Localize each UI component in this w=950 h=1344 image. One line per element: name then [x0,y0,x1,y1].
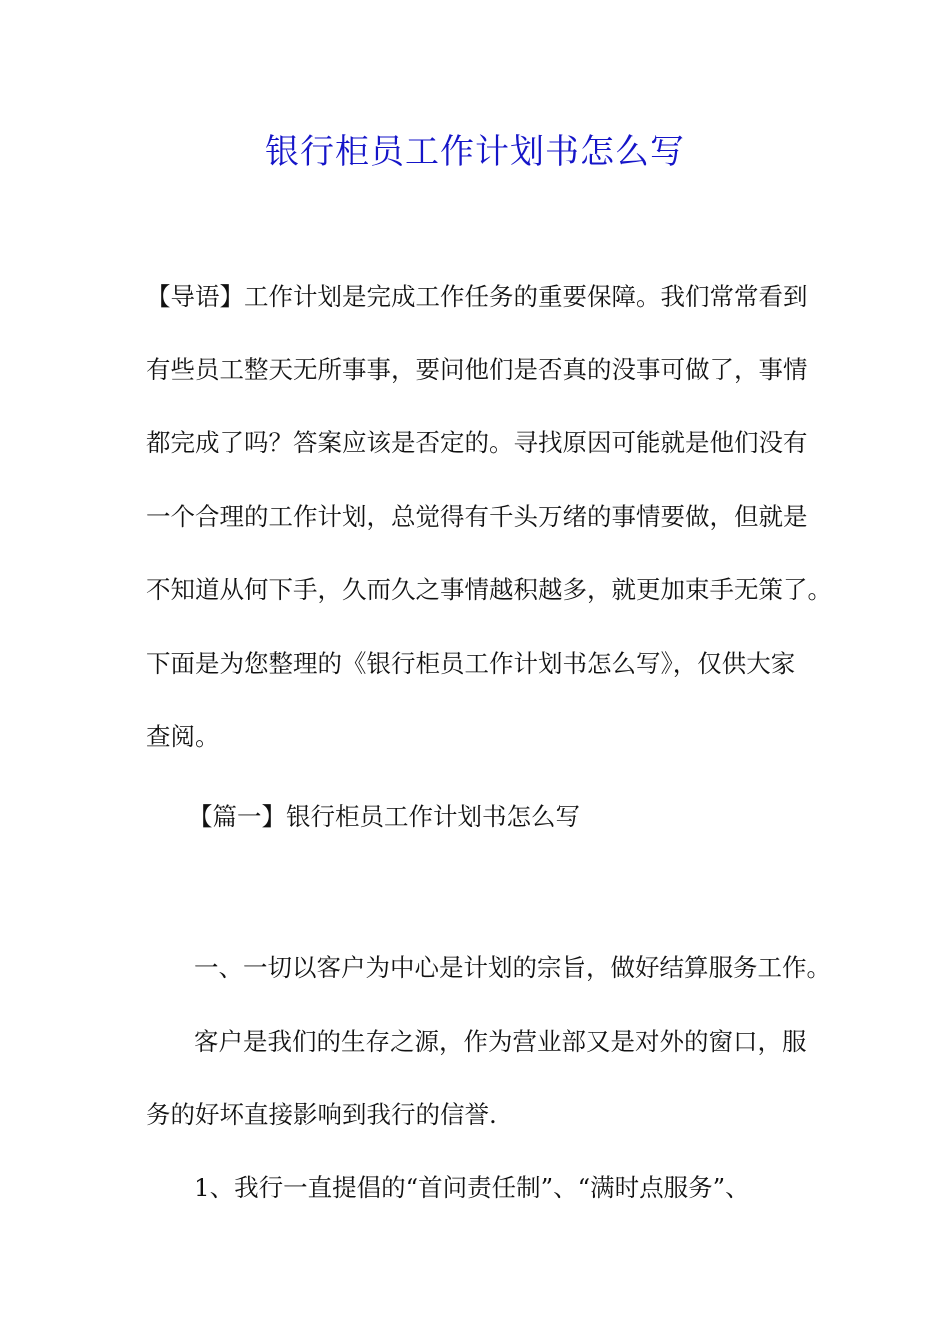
intro-line-3: 都完成了吗？答案应该是否定的。寻找原因可能就是他们没有 [146,428,808,457]
section-heading: 【篇一】银行柜员工作计划书怎么写 [188,802,580,831]
point-heading-1: 一、一切以客户为中心是计划的宗旨，做好结算服务工作。 [194,953,831,982]
intro-line-6: 下面是为您整理的《银行柜员工作计划书怎么写》，仅供大家 [146,649,796,678]
intro-line-4: 一个合理的工作计划，总觉得有千头万绪的事情要做，但就是 [146,502,808,531]
document-title: 银行柜员工作计划书怎么写 [265,132,685,172]
intro-line-5: 不知道从何下手，久而久之事情越积越多，就更加束手无策了。 [146,575,832,604]
intro-line-7: 查阅。 [146,722,220,751]
intro-line-2: 有些员工整天无所事事，要问他们是否真的没事可做了，事情 [146,355,808,384]
intro-line-1: 【导语】工作计划是完成工作任务的重要保障。我们常常看到 [146,282,808,311]
list-item-1: 1、我行一直提倡的“首问责任制”、“满时点服务”、 [194,1173,750,1202]
paragraph-line-2: 务的好坏直接影响到我行的信誉. [146,1100,497,1129]
paragraph-line-1: 客户是我们的生存之源，作为营业部又是对外的窗口，服 [194,1027,807,1056]
